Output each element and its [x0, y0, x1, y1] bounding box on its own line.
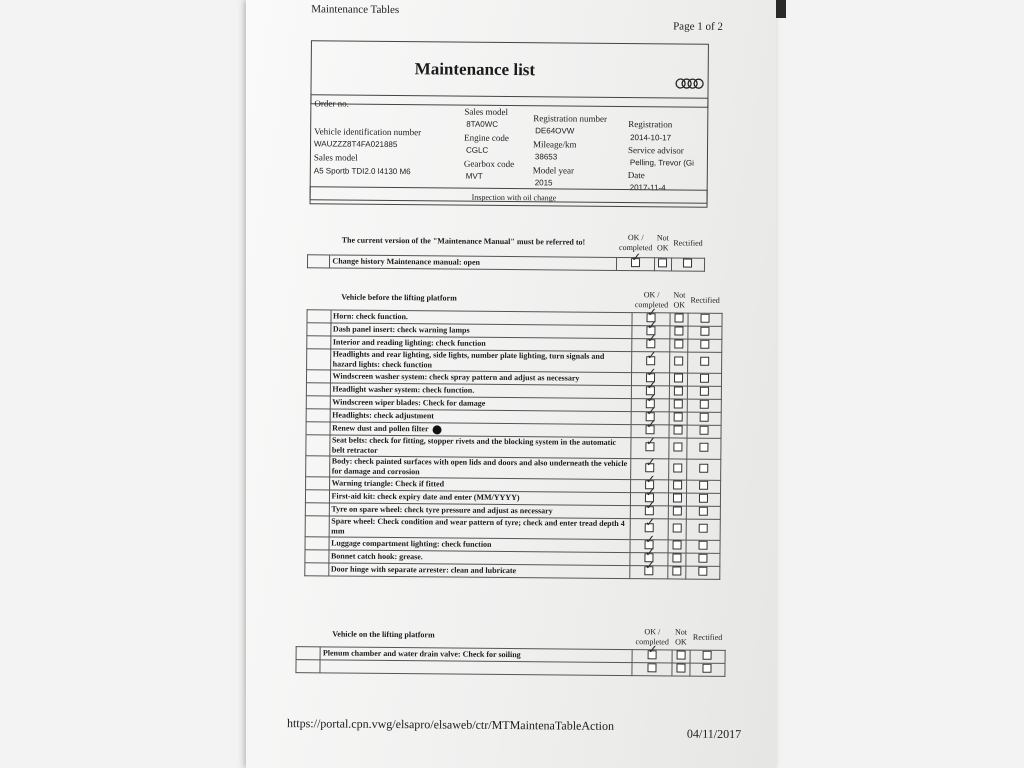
checkbox-ok[interactable] [646, 348, 657, 365]
checkbox-rect[interactable] [703, 651, 712, 660]
checkbox-cell-not [669, 459, 687, 480]
checkbox-cell-not [670, 373, 688, 386]
sales-model-value: A5 Sportb TDI2.0 l4130 M6 [313, 166, 411, 177]
checklist-item-text: Windscreen washer system: check spray pattern and adjust as necessary [330, 370, 632, 386]
sales-model-label-left: Sales model [313, 152, 358, 163]
engine-code: CGLC [465, 145, 489, 155]
checkbox-not[interactable] [674, 399, 683, 408]
checkbox-rect[interactable] [699, 426, 708, 435]
checklist-item-text: Spare wheel: Check condition and wear pattern of tyre; check and enter tread depth 4 mm [329, 516, 631, 540]
checkbox-rect[interactable] [700, 387, 709, 396]
checkbox-cell-not [668, 540, 686, 553]
before-lifting-table [304, 285, 723, 580]
row-index-cell [306, 370, 330, 383]
checkbox-ok[interactable] [645, 434, 656, 451]
col-not-ok: Not OK [656, 233, 669, 253]
footer-date: 04/11/2017 [686, 726, 742, 742]
checkbox-ok[interactable] [645, 417, 657, 434]
checkbox-rect[interactable] [703, 664, 712, 673]
checkbox-ok[interactable] [645, 515, 656, 532]
mileage-value: 38653 [534, 152, 558, 162]
row-index-cell [296, 660, 320, 673]
checkbox-cell-rect [687, 373, 721, 386]
col-not-ok: Not OK [675, 627, 688, 647]
checkbox-rect[interactable] [700, 374, 709, 383]
row-index-cell [306, 422, 330, 435]
checkbox-ok[interactable] [645, 498, 656, 515]
checklist-item-text: Headlights and rear lighting, side lights, number plate lighting, turn signals and hazard lights: check function [330, 349, 632, 373]
marker-dot-icon [432, 425, 441, 434]
checkbox-cell-rect [686, 566, 720, 579]
checklist-row [307, 255, 704, 271]
checkbox-not[interactable] [674, 386, 683, 395]
row-index-cell [307, 255, 330, 268]
row-index-cell [305, 516, 329, 537]
checkbox-cell-not [669, 480, 687, 493]
checkbox-not[interactable] [676, 650, 685, 659]
checkbox-ok[interactable] [646, 331, 657, 348]
gearbox-code: MVT [465, 171, 483, 181]
checkbox-cell-ok [630, 558, 668, 579]
checklist-item-text: First-aid kit: check expiry date and enter (MM/YYYY) [329, 490, 631, 506]
checkbox-not[interactable] [674, 356, 683, 365]
check-mark-icon: ✓ [646, 348, 657, 363]
checklist-item-text: Plenum chamber and water drain valve: Check for soiling [320, 647, 632, 663]
checkbox-not[interactable] [674, 412, 683, 421]
check-mark-icon: ✓ [646, 318, 657, 333]
checklist-row [306, 435, 721, 460]
checkbox-not[interactable] [674, 425, 683, 434]
check-mark-icon: ✓ [646, 331, 657, 346]
check-mark-icon: ✓ [645, 417, 657, 432]
checkbox-rect[interactable] [699, 481, 708, 490]
checkbox-cell-not [670, 339, 688, 352]
check-mark-icon: ✓ [645, 515, 656, 530]
check-mark-icon: ✓ [644, 558, 655, 573]
check-mark-icon: ✓ [646, 391, 657, 406]
checkbox-rect[interactable] [700, 413, 709, 422]
checkbox-not[interactable] [673, 523, 682, 532]
service-advisor: Pelling, Trevor (Gi [629, 158, 694, 168]
checkbox-rect[interactable] [699, 464, 708, 473]
section-title: Vehicle on the lifting platform [332, 629, 435, 640]
on-lifting-table [295, 622, 725, 677]
checkbox-not[interactable] [676, 663, 685, 672]
checkbox-cell-rect [686, 553, 720, 566]
checkbox-cell-not [672, 650, 690, 663]
check-mark-icon: ✓ [644, 532, 656, 547]
checkbox-cell-rect [686, 493, 720, 506]
checkbox-ok[interactable] [631, 250, 642, 267]
row-index-cell [306, 435, 330, 456]
inspection-type: Inspection with oil change [471, 192, 557, 203]
checkbox-cell-rect [687, 459, 721, 480]
checklist-item-text: Warning triangle: Check if fitted [329, 477, 631, 493]
service-advisor-label: Service advisor [627, 145, 684, 156]
checklist-row [305, 563, 720, 580]
footer-url: https://portal.cpn.vwg/elsapro/elsaweb/ctr/MTMaintenaTableAction [286, 716, 615, 733]
sales-model-label: Sales model [464, 106, 509, 118]
check-mark-icon: ✓ [646, 365, 657, 380]
checkbox-cell-rect [686, 540, 720, 553]
checkbox-cell-not [670, 352, 688, 373]
check-mark-icon: ✓ [645, 455, 656, 470]
checkbox-not[interactable] [674, 373, 683, 382]
checkbox-cell-not [669, 438, 687, 459]
table-header [296, 622, 725, 650]
checklist-row [307, 349, 722, 374]
checkbox-ok[interactable] [645, 455, 656, 472]
engine-code-label: Engine code [464, 132, 509, 144]
check-mark-icon: ✓ [645, 434, 656, 449]
check-mark-icon: ✓ [646, 378, 657, 393]
checkbox-not[interactable] [673, 493, 682, 502]
check-mark-icon: ✓ [646, 305, 658, 320]
col-rectified: Rectified [692, 632, 723, 642]
checkbox-cell-not [670, 386, 688, 399]
checkbox-cell-rect [686, 480, 720, 493]
checkbox-cell-rect [687, 399, 721, 412]
date-value: 2017-11-4 [629, 183, 666, 193]
checkbox-cell-not [670, 412, 688, 425]
gearbox-code-label: Gearbox code [463, 158, 515, 170]
checkbox-cell-not [669, 493, 687, 506]
checkbox-cell-rect [687, 352, 721, 373]
checkbox-not[interactable] [673, 540, 682, 549]
table-header [307, 285, 722, 313]
checkbox-cell-not [670, 326, 688, 339]
checkbox-cell-rect [686, 506, 720, 519]
checklist-item-text: Bonnet catch hook: grease. [328, 550, 630, 566]
col-ok: OK / completed [634, 290, 669, 310]
checklist-item-text: Door hinge with separate arrester: clean and lubricate [328, 563, 630, 579]
document-content [246, 0, 776, 768]
document-page [246, 0, 776, 768]
checkbox-rect[interactable] [699, 507, 708, 516]
checklist-item-text: Interior and reading lighting: check function [330, 336, 632, 352]
checkbox-rect[interactable] [700, 357, 709, 366]
checkbox-cell-rect [688, 313, 722, 326]
checklist-item-text: Horn: check function. [331, 310, 633, 326]
col-rectified: Rectified [673, 238, 703, 248]
row-index-cell [305, 563, 329, 576]
mileage-label: Mileage/km [533, 139, 577, 150]
checklist-item-text: Renew dust and pollen filter [330, 422, 632, 438]
row-index-cell [305, 550, 329, 563]
checkbox-not[interactable] [674, 339, 683, 348]
registration-date: 2014-10-17 [630, 133, 672, 143]
checklist-row [306, 456, 721, 481]
registration-number: DE64OVW [535, 126, 575, 136]
checklist-item-text: Luggage compartment lighting: check function [329, 537, 631, 553]
checkbox-not[interactable] [675, 313, 684, 322]
checkbox-ok[interactable] [647, 642, 658, 659]
checkbox-cell-rect [687, 425, 721, 438]
checklist-item-text: Windscreen wiper blades: Check for damage [330, 396, 632, 412]
checklist-item-text: Tyre on spare wheel: check tyre pressure and adjust as necessary [329, 503, 631, 519]
checkbox-not[interactable] [673, 506, 682, 515]
checkbox-cell-rect [671, 258, 704, 271]
checkbox-rect[interactable] [698, 554, 707, 563]
checklist-item-text: Headlight washer system: check function. [330, 383, 632, 399]
checkbox-cell-not [669, 506, 687, 519]
col-ok: OK / completed [635, 627, 669, 647]
check-mark-icon: ✓ [631, 250, 642, 265]
checklist-item-text: Headlights: check adjustment [330, 409, 632, 425]
checkbox-rect[interactable] [698, 567, 707, 576]
checkbox-cell-not [670, 313, 688, 326]
order-label: Order no. [314, 98, 349, 109]
check-mark-icon: ✓ [645, 485, 656, 500]
check-mark-icon: ✓ [646, 404, 657, 419]
checklist-item-text: Dash panel insert: check warning lamps [330, 323, 632, 339]
row-index-cell [307, 310, 331, 323]
page-title: Maintenance list [414, 59, 536, 80]
checkbox-cell-rect [687, 438, 721, 459]
col-ok: OK / completed [618, 233, 653, 253]
checkbox-cell-rect [686, 519, 720, 540]
checkbox-ok[interactable] [647, 663, 656, 672]
checkbox-rect[interactable] [683, 259, 692, 268]
checkbox-cell-rect [690, 650, 725, 663]
checkbox-cell-not [672, 663, 690, 676]
checkbox-cell-ok [632, 663, 672, 676]
col-not-ok: Not OK [673, 290, 686, 310]
checkbox-rect[interactable] [699, 494, 708, 503]
checkbox-cell-rect [688, 326, 722, 339]
vin-label: Vehicle identification number [314, 126, 422, 138]
row-index-cell [306, 456, 330, 477]
checklist-item-text: Body: check painted surfaces with open lids and doors and also underneath the vehicle for damage and corrosion [329, 456, 631, 480]
row-index-cell [305, 490, 329, 503]
checkbox-cell-rect [688, 339, 722, 352]
checkbox-not[interactable] [674, 442, 683, 451]
checkbox-cell-rect [690, 663, 725, 676]
checkbox-rect[interactable] [699, 443, 708, 452]
section-title: Vehicle before the lifting platform [341, 292, 457, 303]
checkbox-cell-not [670, 399, 688, 412]
row-index-cell [306, 409, 330, 422]
page-number: Page 1 of 2 [673, 20, 723, 33]
check-mark-icon: ✓ [645, 472, 656, 487]
registration-label: Registration [628, 119, 673, 130]
audi-logo-icon [675, 77, 705, 89]
row-index-cell [306, 396, 330, 409]
row-index-cell [307, 323, 331, 336]
model-year-label: Model year [532, 165, 575, 176]
checkbox-cell-rect [687, 386, 721, 399]
checkbox-cell-ok [617, 250, 654, 270]
header-title: Maintenance Tables [311, 3, 400, 17]
check-mark-icon: ✓ [644, 545, 656, 560]
checklist-item-text [320, 660, 632, 676]
vin-value: WAUZZZ8T4FA021885 [314, 139, 398, 150]
check-mark-icon: ✓ [647, 642, 658, 657]
sales-model-code: 8TA0WC [466, 119, 499, 129]
checkbox-cell-not [668, 566, 686, 579]
row-index-cell [296, 647, 320, 660]
checkbox-not[interactable] [673, 553, 682, 562]
checkbox-not[interactable] [672, 566, 681, 575]
manual-reference-table [307, 226, 705, 271]
model-year: 2015 [534, 178, 553, 188]
checklist-item-text: Seat belts: check for fitting, stopper rivets and the blocking system in the automatic belt retractor [329, 435, 631, 459]
table-header [308, 226, 705, 258]
checklist-item-text: Change history Maintenance manual: open [330, 255, 617, 271]
section-title: The current version of the "Maintenance Manual" must be referred to! [341, 235, 586, 247]
checkbox-rect[interactable] [700, 340, 709, 349]
check-mark-icon: ✓ [645, 498, 656, 513]
col-rectified: Rectified [690, 295, 720, 305]
checkbox-rect[interactable] [700, 314, 709, 323]
checkbox-rect[interactable] [700, 400, 709, 409]
checkbox-cell-not [654, 258, 671, 271]
checkbox-not[interactable] [673, 463, 682, 472]
row-index-cell [305, 503, 329, 516]
checkbox-not[interactable] [675, 326, 684, 335]
registration-number-label: Registration number [533, 113, 608, 124]
checkbox-rect[interactable] [700, 327, 709, 336]
checkbox-rect[interactable] [698, 541, 707, 550]
row-index-cell [305, 537, 329, 550]
row-index-cell [307, 336, 331, 349]
checkbox-cell-ok [632, 642, 672, 663]
row-index-cell [306, 477, 330, 490]
row-index-cell [306, 383, 330, 396]
checkbox-cell-not [669, 425, 687, 438]
checkbox-cell-not [668, 553, 686, 566]
checkbox-cell-rect [687, 412, 721, 425]
checklist-row [296, 660, 725, 677]
row-index-cell [307, 349, 331, 370]
date-label: Date [627, 170, 645, 181]
checkbox-not[interactable] [673, 480, 682, 489]
checkbox-cell-not [669, 519, 687, 540]
checkbox-not[interactable] [658, 258, 667, 267]
checkbox-rect[interactable] [699, 524, 708, 533]
checkbox-ok[interactable] [644, 558, 655, 575]
